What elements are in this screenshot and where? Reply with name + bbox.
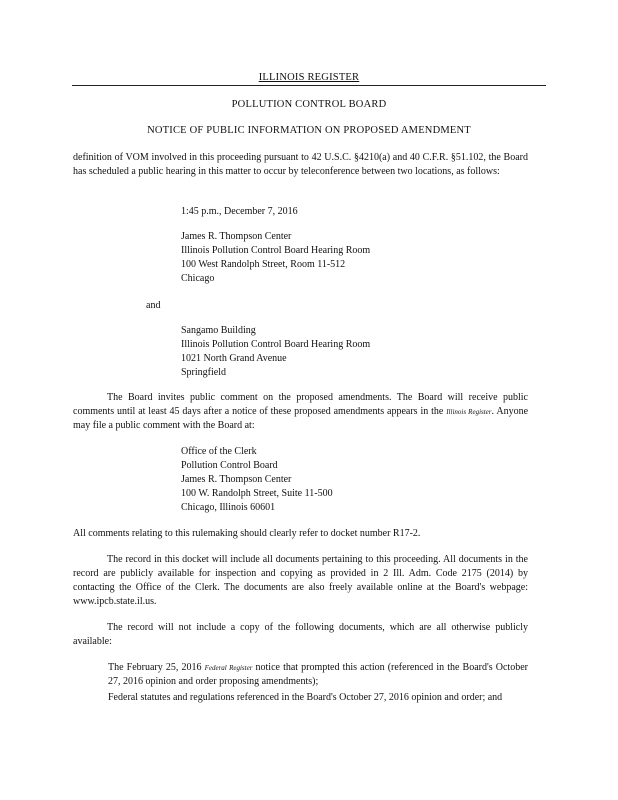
bullet-item-2: Federal statutes and regulations referenced in the Board's October 27, 2016 opinion and order; and xyxy=(108,692,503,703)
record-text: The record in this docket will include all documents pertaining to this proceeding. All documents in the record are publicly available for inspection and copying as provided in 2 Ill. Adm. Code 2175 (2014) by contacting the Office of the Clerk. The documents are also freely available online at the Board's webpage: www.ipcb.state.il.us. xyxy=(73,554,528,607)
hearing-location-chicago xyxy=(181,230,370,286)
exclude-paragraph xyxy=(73,621,528,649)
board-header: POLLUTION CONTROL BOARD xyxy=(231,99,387,110)
bullet-text: The February 25, 2016 xyxy=(108,662,202,673)
exclude-text: The record will not include a copy of the following documents, which are all otherwise publicly available: xyxy=(73,622,528,647)
address-line: 1021 North Grand Avenue xyxy=(181,353,287,364)
address-line: Pollution Control Board xyxy=(181,460,278,471)
address-line: James R. Thompson Center xyxy=(181,474,292,485)
comment-text: The Board invites public comment on the proposed amendments. The Board will receive public comments until at least 45 days after a notice of these proposed amendments appears in the xyxy=(73,392,528,417)
address-line: Office of the Clerk xyxy=(181,446,257,457)
register-header: ILLINOIS REGISTER xyxy=(258,72,360,83)
address-line: Chicago xyxy=(181,273,215,284)
address-line: Illinois Pollution Control Board Hearing Room xyxy=(181,339,371,350)
address-line: Illinois Pollution Control Board Hearing Room xyxy=(181,245,371,256)
address-line: James R. Thompson Center xyxy=(181,231,292,242)
and-label: and xyxy=(146,300,161,311)
address-line: 100 W. Randolph Street, Suite 11-500 xyxy=(181,488,333,499)
record-paragraph xyxy=(73,553,528,609)
intro-paragraph: definition of VOM involved in this proceeding pursuant to 42 U.S.C. §4210(a) and 40 C.F.R. §51.102, the Board has scheduled a public hearing in this matter to occur by teleconference between two locations, as follows: xyxy=(73,152,528,177)
register-italic: Illinois Register xyxy=(446,408,492,416)
comment-text-end: . Anyone may file a public comment with the Board at: xyxy=(73,406,529,431)
docket-line: All comments relating to this rulemaking should clearly refer to docket number R17-2. xyxy=(73,528,421,539)
clerk-address xyxy=(181,445,333,515)
hearing-location-springfield xyxy=(181,324,370,380)
bullet-item-1 xyxy=(108,661,528,689)
address-line: Sangamo Building xyxy=(181,325,256,336)
federal-register-italic: Federal Register xyxy=(204,664,253,672)
address-line: Springfield xyxy=(181,367,226,378)
address-line: Chicago, Illinois 60601 xyxy=(181,502,276,513)
bullet-text-end: notice that prompted this action (referenced in the Board's October 27, 2016 opinion and order proposing amendments); xyxy=(108,662,528,687)
comment-paragraph xyxy=(73,391,528,433)
header-rule xyxy=(72,85,546,86)
address-line: 100 West Randolph Street, Room 11-512 xyxy=(181,259,346,270)
hearing-time: 1:45 p.m., December 7, 2016 xyxy=(181,206,298,217)
notice-header: NOTICE OF PUBLIC INFORMATION ON PROPOSED AMENDMENT xyxy=(147,125,471,136)
